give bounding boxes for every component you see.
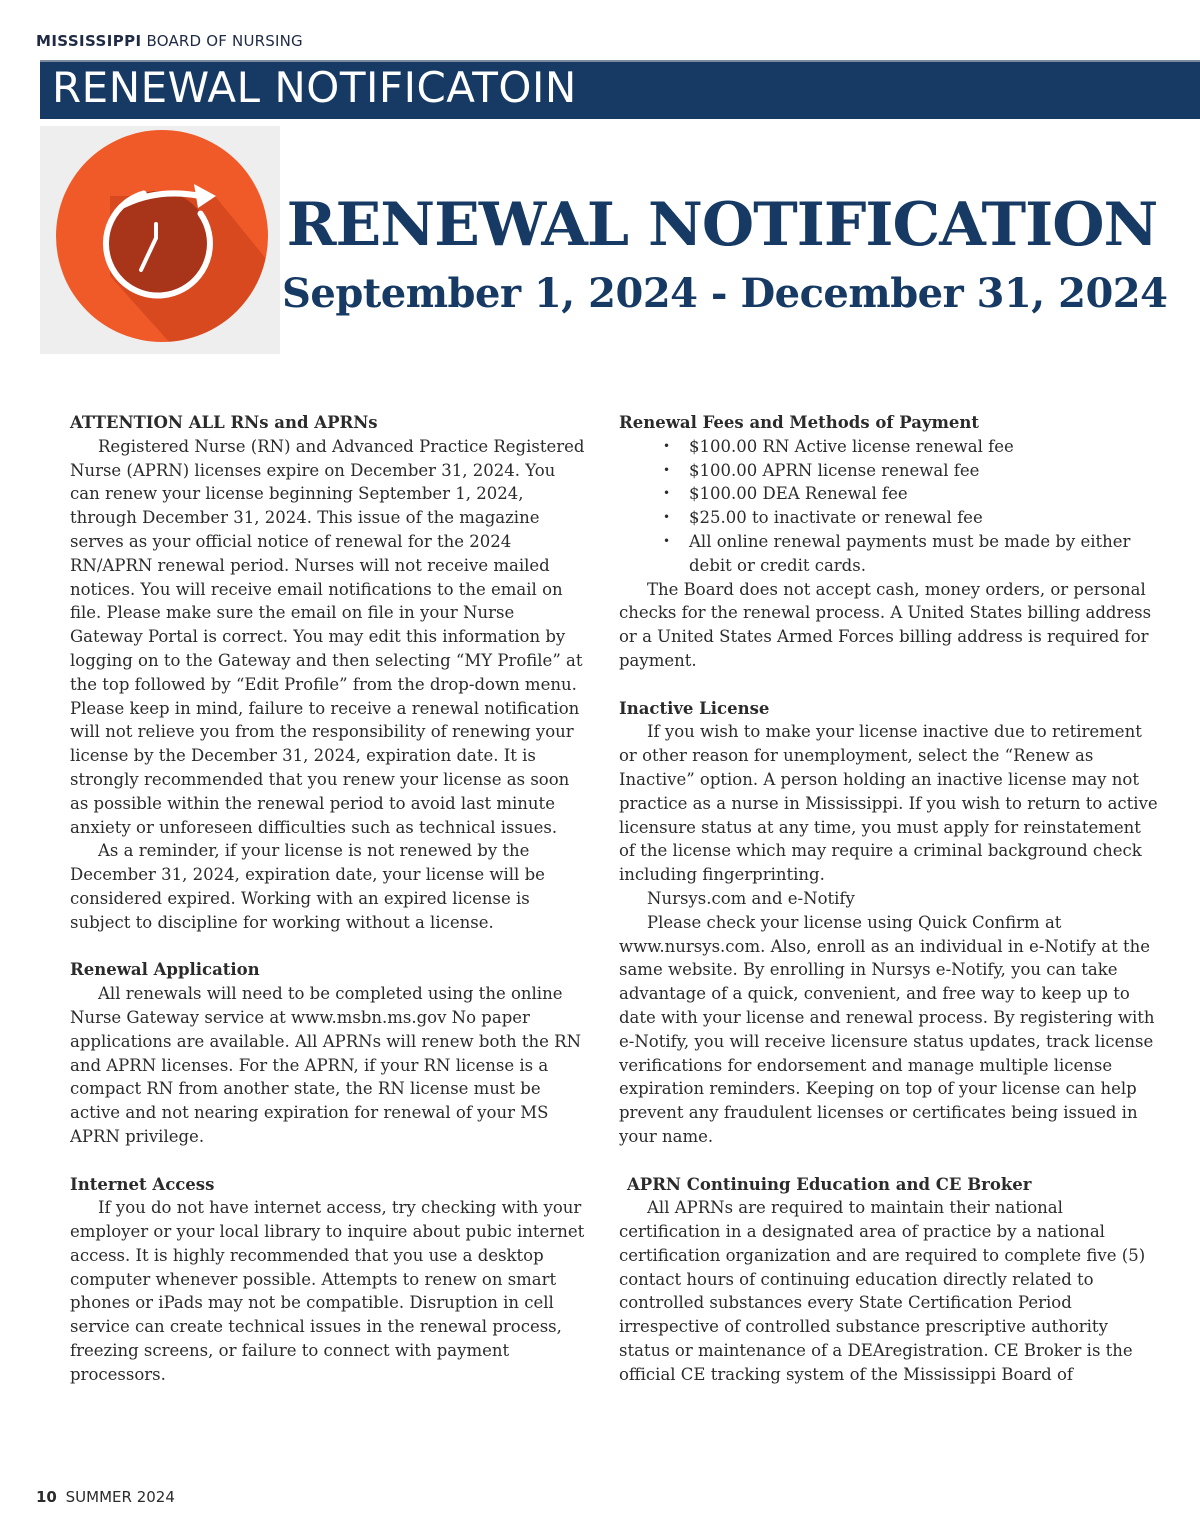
hero-title: RENEWAL NOTIFICATION	[286, 190, 1158, 260]
org-name-rest: BOARD OF NURSING	[146, 32, 303, 50]
aprn-paragraph: All APRNs are required to maintain their national certification in a designated area of practice by a national certification organization and are required to complete five (5) contact hours of continuing education directly related to controlled substances every State Certification Period irrespective of controlled substance prescriptive authority status or maintenance of a DEAregistration. CE Broker is the official CE tracking system of the Mississippi Board of	[619, 1198, 1146, 1384]
list-item: • $25.00 to inactivate or renewal fee	[689, 506, 1159, 530]
hero-dates: September 1, 2024 - December 31, 2024	[282, 270, 1168, 317]
attention-heading: ATTENTION ALL RNs and APRNs	[70, 413, 378, 432]
application-heading: Renewal Application	[70, 960, 260, 980]
banner-title: RENEWAL NOTIFICATOIN	[52, 63, 577, 112]
issue-label: SUMMER 2024	[65, 1488, 175, 1506]
left-column	[70, 411, 588, 1387]
org-name-bold: MISSISSIPPI	[36, 32, 142, 50]
inactive-heading: Inactive License	[619, 698, 770, 718]
section-banner	[40, 60, 1200, 119]
fees-paragraph: The Board does not accept cash, money orders, or personal checks for the renewal process. A United States billing address or a United States Armed Forces billing address is required for payment.	[619, 579, 1152, 670]
internet-paragraph: If you do not have internet access, try checking with your employer or your local library to inquire about pubic internet access. It is highly recommended that you use a desktop computer whenever possible. Attempts to renew on smart phones or iPads may not be compatible. Disruption in cell service can create technical issues in the renewal process, freezing screens, or failure to connect with payment processors.	[70, 1198, 585, 1384]
renewal-logo	[40, 126, 280, 354]
list-item: • $100.00 APRN license renewal fee	[689, 459, 1159, 483]
aprn-heading: APRN Continuing Education and CE Broker	[627, 1174, 1032, 1194]
nursys-subheading: Nursys.com and e-Notify	[647, 888, 855, 908]
list-item: • All online renewal payments must be made by either debit or credit cards.	[689, 530, 1159, 578]
internet-heading: Internet Access	[70, 1174, 215, 1194]
page-number: 10	[36, 1488, 57, 1506]
publication-header	[36, 32, 303, 50]
list-item: • $100.00 DEA Renewal fee	[689, 482, 1159, 506]
list-item: • $100.00 RN Active license renewal fee	[689, 435, 1159, 459]
attention-paragraph-1: Registered Nurse (RN) and Advanced Practice Registered Nurse (APRN) licenses expire on December 31, 2024. You can renew your license beginning September 1, 2024, through December 31, 2024. This issue of the magazine serves as your official notice of renewal for the 2024 RN/APRN renewal period. Nurses will not receive mailed notices. You will receive email notifications to the email on file. Please make sure the email on file in your Nurse Gateway Portal is correct. You may edit this information by logging on to the Gateway and then selecting “MY Profile” at the top followed by “Edit Profile” from the drop-down menu. Please keep in mind, failure to receive a renewal notification will not relieve you from the responsibility of renewing your license by the December 31, 2024, expiration date. It is strongly recommended that you renew your license as soon as possible within the renewal period to avoid last minute anxiety or unforeseen difficulties such as technical issues.	[70, 436, 585, 837]
right-column	[619, 411, 1159, 1387]
nursys-paragraph: Please check your license using Quick Confirm at www.nursys.com. Also, enroll as an individual in e-Notify at the same website. By enrolling in Nursys e-Notify, you can take advantage of a quick, convenient, and free way to keep up to date with your license and renewal process. By registering with e-Notify, you will receive licensure status updates, track license verifications for endorsement and manage multiple license expiration reminders. Keeping on top of your license can help prevent any fraudulent licenses or certificates being issued in your name.	[619, 912, 1155, 1146]
fees-list	[619, 435, 1159, 578]
fees-heading: Renewal Fees and Methods of Payment	[619, 413, 980, 432]
clock-renew-icon	[40, 126, 280, 354]
inactive-paragraph: If you wish to make your license inactive due to retirement or other reason for unemployment, select the “Renew as Inactive” option. A person holding an inactive license may not practice as a nurse in Mississippi. If you wish to return to active licensure status at any time, you must apply for reinstatement of the license which may require a criminal background check including fingerprinting.	[619, 722, 1158, 885]
hero-heading	[282, 190, 1168, 320]
application-paragraph: All renewals will need to be completed using the online Nurse Gateway service at www.msbn.ms.gov No paper applications are available. All APRNs will renew both the RN and APRN licenses. For the APRN, if your RN license is a compact RN from another state, the RN license must be active and not nearing expiration for renewal of your MS APRN privilege.	[70, 984, 582, 1146]
attention-paragraph-2: As a reminder, if your license is not renewed by the December 31, 2024, expiration date, your license will be considered expired. Working with an expired license is subject to discipline for working without a license.	[70, 841, 545, 932]
page-footer	[36, 1488, 175, 1506]
